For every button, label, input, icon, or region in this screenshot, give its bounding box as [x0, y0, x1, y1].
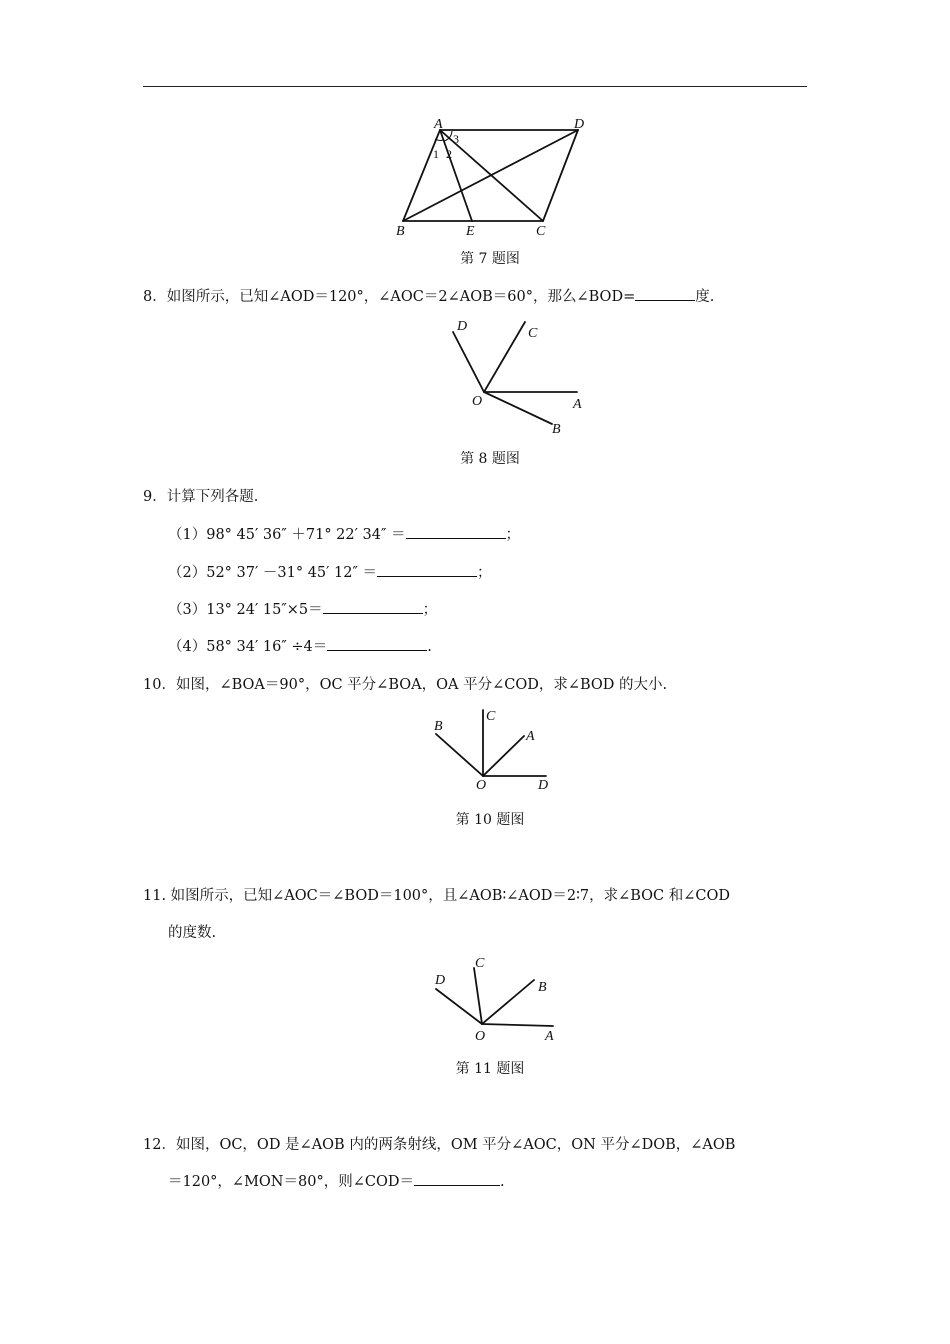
question-12-end: .	[499, 1174, 505, 1190]
label-a: A	[434, 117, 443, 132]
figure-7-drawing	[380, 110, 600, 245]
label-a: A	[573, 397, 582, 412]
question-9-item-1	[168, 523, 520, 544]
question-11-line-1: 11. 如图所示，已知∠AOC＝∠BOD＝100°，且∠AOB∶∠AOD＝2∶7，求∠BOC 和∠COD	[143, 888, 731, 904]
item-2-end: ；	[477, 565, 492, 581]
label-a: A	[545, 1029, 554, 1044]
figure-7	[380, 110, 600, 245]
label-d: D	[574, 117, 585, 132]
item-1-text: （1）98° 45′ 36″ ＋71° 22′ 34″ ＝	[168, 527, 406, 543]
item-4-end: .	[427, 639, 432, 655]
label-b: B	[538, 980, 547, 995]
figure-10-caption: 第 10 题图	[455, 812, 525, 828]
figure-11-caption: 第 11 题图	[455, 1061, 525, 1077]
question-9-title: 9．计算下列各题.	[143, 489, 259, 505]
segment-ab	[403, 130, 440, 221]
label-o: O	[475, 1029, 486, 1044]
question-9-item-4	[168, 635, 432, 656]
segment-bd	[403, 130, 578, 221]
ray-od	[436, 989, 482, 1024]
question-9-item-3	[168, 598, 437, 619]
figure-10	[420, 700, 560, 795]
answer-blank-q8[interactable]	[635, 287, 695, 301]
label-d: D	[538, 778, 549, 793]
label-d: D	[457, 319, 468, 334]
label-c: C	[528, 326, 538, 341]
question-12-line-2	[168, 1170, 505, 1191]
question-8-text: 8．如图所示，已知∠AOD＝120°，∠AOC＝2∠AOB＝60°，那么∠BOD=	[143, 289, 636, 305]
figure-8	[440, 312, 600, 442]
item-2-text: （2）52° 37′ －31° 45′ 12″ ＝	[168, 565, 378, 581]
question-11-line-2: 的度数.	[168, 925, 217, 941]
question-12-line-1: 12．如图，OC，OD 是∠AOB 内的两条射线，OM 平分∠AOC，ON 平分∠DOB，∠AOB	[143, 1137, 736, 1153]
figure-8-drawing	[440, 312, 600, 442]
ray-oc	[484, 322, 525, 392]
question-9-item-2	[168, 561, 492, 582]
ray-ob	[484, 392, 552, 424]
header-rule	[143, 86, 807, 87]
question-12-text: ＝120°，∠MON＝80°，则∠COD＝	[168, 1174, 414, 1190]
ray-oc	[474, 968, 482, 1024]
label-b: B	[552, 422, 561, 437]
angle-label-3: 3	[453, 132, 459, 146]
answer-blank-q9-4[interactable]	[327, 637, 427, 651]
answer-blank-q9-1[interactable]	[406, 525, 506, 539]
angle-arc-3	[450, 131, 452, 137]
angle-label-1: 1	[433, 147, 439, 161]
item-4-text: （4）58° 34′ 16″ ÷4＝	[168, 639, 328, 655]
label-a: A	[526, 729, 535, 744]
figure-7-caption: 第 7 题图	[460, 251, 520, 267]
label-c: C	[486, 709, 496, 724]
question-8	[143, 285, 714, 306]
label-c: C	[536, 224, 546, 239]
question-8-suffix: 度.	[695, 289, 715, 305]
ray-oa	[483, 736, 524, 776]
question-10: 10．如图，∠BOA＝90°，OC 平分∠BOA，OA 平分∠COD，求∠BOD 的大小.	[143, 677, 668, 693]
angle-label-2: 2	[446, 147, 452, 161]
ray-od	[453, 332, 484, 392]
item-3-text: （3）13° 24′ 15″×5＝	[168, 602, 323, 618]
label-o: O	[476, 778, 487, 793]
item-1-end: ；	[505, 527, 521, 543]
label-d: D	[435, 973, 446, 988]
label-c: C	[475, 956, 485, 971]
ray-ob	[482, 980, 534, 1024]
label-b: B	[396, 224, 405, 239]
figure-10-drawing	[420, 700, 560, 795]
answer-blank-q9-3[interactable]	[323, 600, 423, 614]
answer-blank-q12[interactable]	[414, 1172, 500, 1186]
label-b: B	[434, 719, 443, 734]
figure-11-drawing	[420, 950, 570, 1045]
ray-ob	[436, 734, 483, 776]
label-o: O	[472, 394, 483, 409]
ray-oa	[482, 1024, 553, 1026]
segment-cd	[543, 130, 578, 221]
figure-11	[420, 950, 570, 1045]
figure-8-caption: 第 8 题图	[460, 451, 520, 467]
answer-blank-q9-2[interactable]	[377, 563, 477, 577]
item-3-end: ；	[422, 602, 438, 618]
label-e: E	[466, 224, 475, 239]
